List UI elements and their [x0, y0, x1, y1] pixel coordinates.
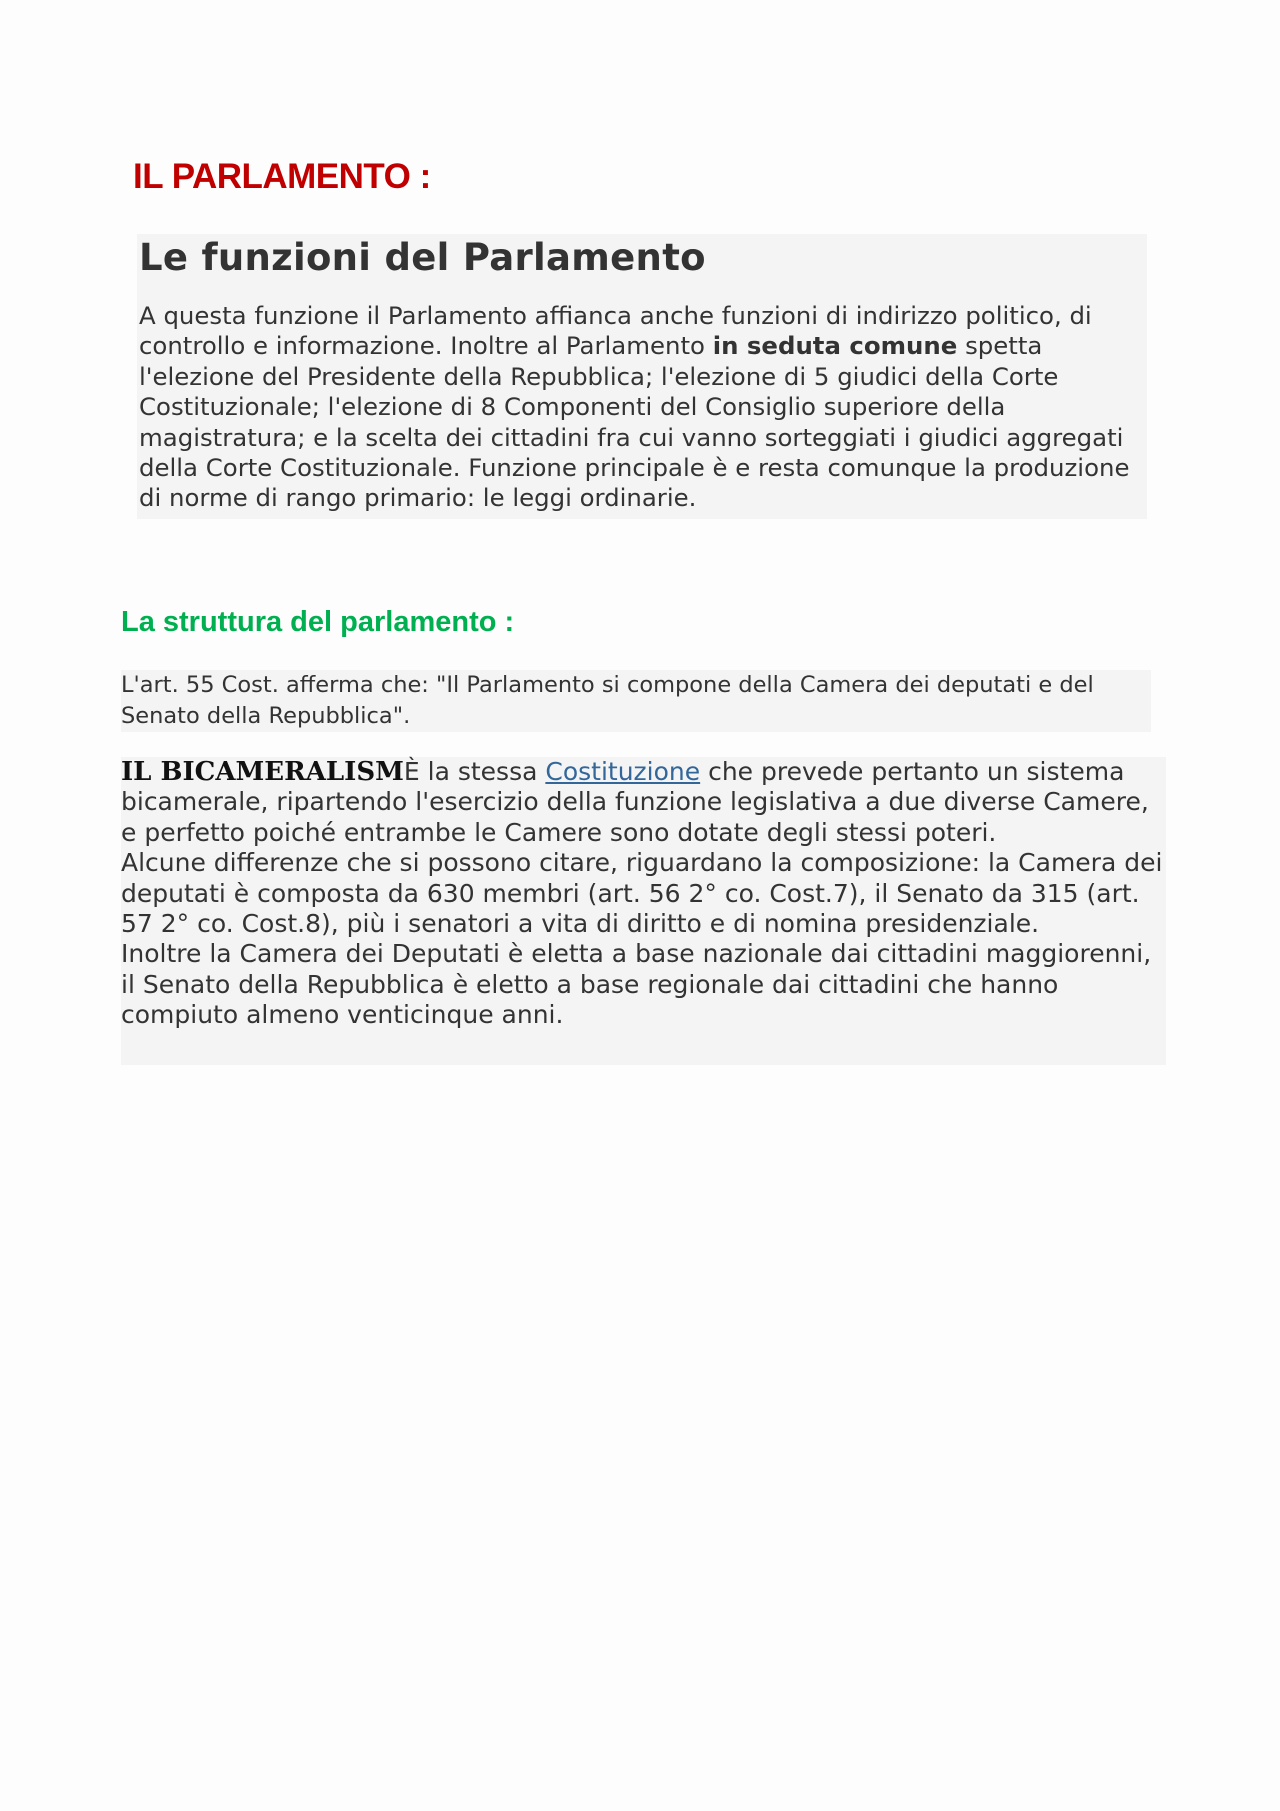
funzioni-bold-text: in seduta comune [712, 331, 958, 361]
bicameralismo-paragraph-2: Alcune differenze che si possono citare, riguardano la composizione: la Camera dei deputati è composta da 630 membri (art. 56 2° co. Cost.7), il Senato da 315 (art. 57 2° co. Cost.8), più i senatori a vita di diritto e di nomina presidenziale. [121, 848, 1163, 939]
funzioni-text-before: A questa funzione il Parlamento affianca anche funzioni di indirizzo politico, di controllo e informazione. Inoltre al Parlamento [139, 301, 1092, 361]
costituzione-link[interactable]: Costituzione [545, 757, 701, 786]
funzioni-heading: Le funzioni del Parlamento [139, 236, 706, 279]
bicameralismo-paragraph-1 [121, 757, 1166, 848]
page-title: IL PARLAMENTO : [133, 157, 431, 196]
bicameralismo-text-after-link: che prevede pertanto un sistema bicamerale, ripartendo l'esercizio della funzione legislativa a due diverse Camere, e perfetto poiché entrambe le Camere sono dotate degli stessi poteri. [121, 757, 1149, 847]
struttura-heading: La struttura del parlamento : [121, 606, 515, 638]
funzioni-paragraph [139, 301, 1144, 514]
bicameralismo-text-before-link: È la stessa [403, 757, 546, 786]
funzioni-text-after: spetta l'elezione del Presidente della Repubblica; l'elezione di 5 giudici della Corte Costituzionale; l'elezione di 8 Componenti del Consiglio superiore della magistratura; e la scelta dei cittadini fra cui vanno sorteggiati i giudici aggregati della Corte Costituzionale. Funzione principale è e resta comunque la produzione di norme di rango primario: le leggi ordinarie. [139, 331, 1130, 513]
funzioni-section [137, 234, 1147, 519]
bicameralismo-label: IL BICAMERALISM [121, 757, 404, 787]
bicameralismo-paragraph-3: Inoltre la Camera dei Deputati è eletta a base nazionale dai cittadini maggiorenni, il Senato della Repubblica è eletto a base regionale dai cittadini che hanno compiuto almeno venticinque anni. [121, 939, 1152, 1030]
bicameralismo-section [121, 757, 1166, 1065]
art55-quote-box [121, 670, 1151, 732]
art55-paragraph: L'art. 55 Cost. afferma che: "Il Parlamento si compone della Camera dei deputati e del Senato della Repubblica". [121, 672, 1094, 729]
